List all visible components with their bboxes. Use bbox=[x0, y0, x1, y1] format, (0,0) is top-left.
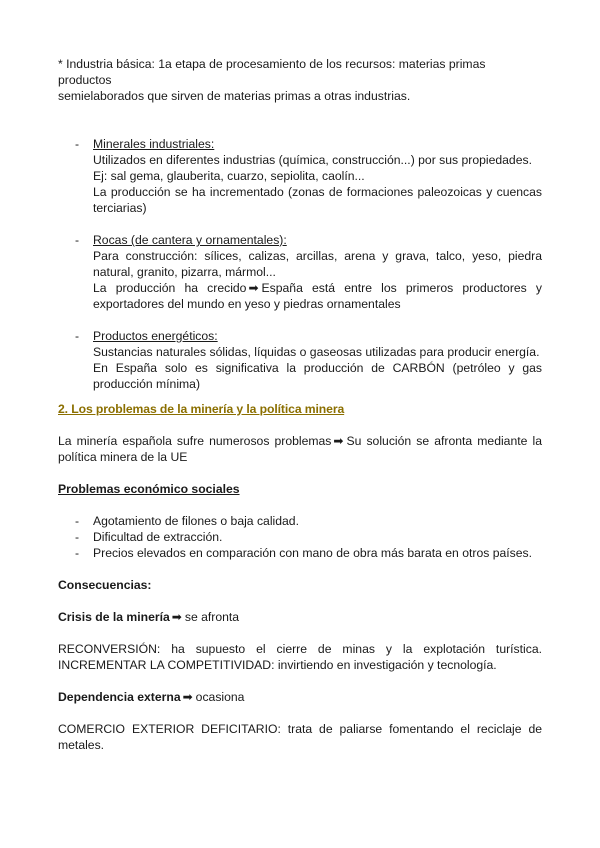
section-heading: 2. Los problemas de la minería y la política minera bbox=[58, 402, 345, 416]
dash-marker: - bbox=[75, 329, 80, 343]
resource-text: Para construcción: sílices, calizas, arcillas, arena y grava, talco, yeso, piedra natural, granito, pizarra, mármol... bbox=[93, 249, 542, 279]
crisis-text: RECONVERSIÓN: ha supuesto el cierre de minas y la explotación turística. INCREMENTAR LA COMPETITIVIDAD: invirtiendo en investigación y tecnología. bbox=[58, 642, 542, 672]
crisis-label: Crisis de la minería bbox=[58, 610, 170, 624]
problems-list bbox=[58, 513, 542, 561]
resource-text: Sustancias naturales sólidas, líquidas o gaseosas utilizadas para producir energía. bbox=[93, 345, 540, 359]
list-item bbox=[58, 136, 542, 216]
resource-text-part: España está entre los primeros productores y exportadores del mundo en yeso y piedras ornamentales bbox=[93, 281, 542, 311]
resource-text-part: La producción ha crecido bbox=[93, 281, 247, 295]
resource-text: Utilizados en diferentes industrias (química, construcción...) por sus propiedades. bbox=[93, 153, 532, 167]
problems-heading: Problemas económico sociales bbox=[58, 482, 240, 496]
dependency-rest: ocasiona bbox=[195, 690, 245, 704]
dash-marker: - bbox=[75, 530, 80, 544]
resource-text: Ej: sal gema, glauberita, cuarzo, sepiolita, caolín... bbox=[93, 169, 365, 183]
crisis-rest: se afronta bbox=[184, 610, 240, 624]
section-intro-part: La minería española sufre numerosos problemas bbox=[58, 434, 332, 448]
intro-paragraph bbox=[58, 56, 542, 104]
document-page bbox=[58, 56, 542, 753]
resource-text: La producción se ha incrementado (zonas de formaciones paleozoicas y cuencas terciarias) bbox=[93, 185, 542, 215]
arrow-icon: ➡ bbox=[171, 610, 182, 624]
problem-text: Dificultad de extracción. bbox=[93, 530, 223, 544]
list-item bbox=[58, 545, 542, 561]
resource-title: Rocas (de cantera y ornamentales): bbox=[93, 233, 287, 247]
consequences-heading: Consecuencias: bbox=[58, 578, 152, 592]
arrow-icon: ➡ bbox=[182, 690, 193, 704]
list-item bbox=[58, 328, 542, 392]
intro-line-2: semielaborados que sirven de materias primas a otras industrias. bbox=[58, 89, 411, 103]
dash-marker: - bbox=[75, 233, 80, 247]
dependency-line bbox=[58, 689, 542, 705]
dependency-text: COMERCIO EXTERIOR DEFICITARIO: trata de paliarse fomentando el reciclaje de metales. bbox=[58, 722, 542, 752]
resource-text: En España solo es significativa la producción de CARBÓN (petróleo y gas producción mínima) bbox=[93, 361, 542, 391]
arrow-icon: ➡ bbox=[248, 281, 259, 295]
list-item bbox=[58, 513, 542, 529]
resource-text bbox=[93, 280, 542, 312]
dash-marker: - bbox=[75, 137, 80, 151]
dash-marker: - bbox=[75, 514, 80, 528]
resource-title: Minerales industriales: bbox=[93, 137, 215, 151]
resources-list bbox=[58, 136, 542, 392]
dash-marker: - bbox=[75, 546, 80, 560]
problem-text: Agotamiento de filones o baja calidad. bbox=[93, 514, 299, 528]
arrow-icon: ➡ bbox=[333, 434, 344, 448]
section-intro-part: Su solución se afronta mediante la política minera de la UE bbox=[58, 434, 542, 464]
list-item bbox=[58, 232, 542, 312]
resource-title: Productos energéticos: bbox=[93, 329, 218, 343]
dependency-label: Dependencia externa bbox=[58, 690, 181, 704]
problem-text: Precios elevados en comparación con mano de obra más barata en otros países. bbox=[93, 546, 532, 560]
crisis-line bbox=[58, 609, 542, 625]
section-intro bbox=[58, 433, 542, 465]
intro-line-1: * Industria básica: 1a etapa de procesamiento de los recursos: materias primas productos bbox=[58, 57, 486, 87]
list-item bbox=[58, 529, 542, 545]
